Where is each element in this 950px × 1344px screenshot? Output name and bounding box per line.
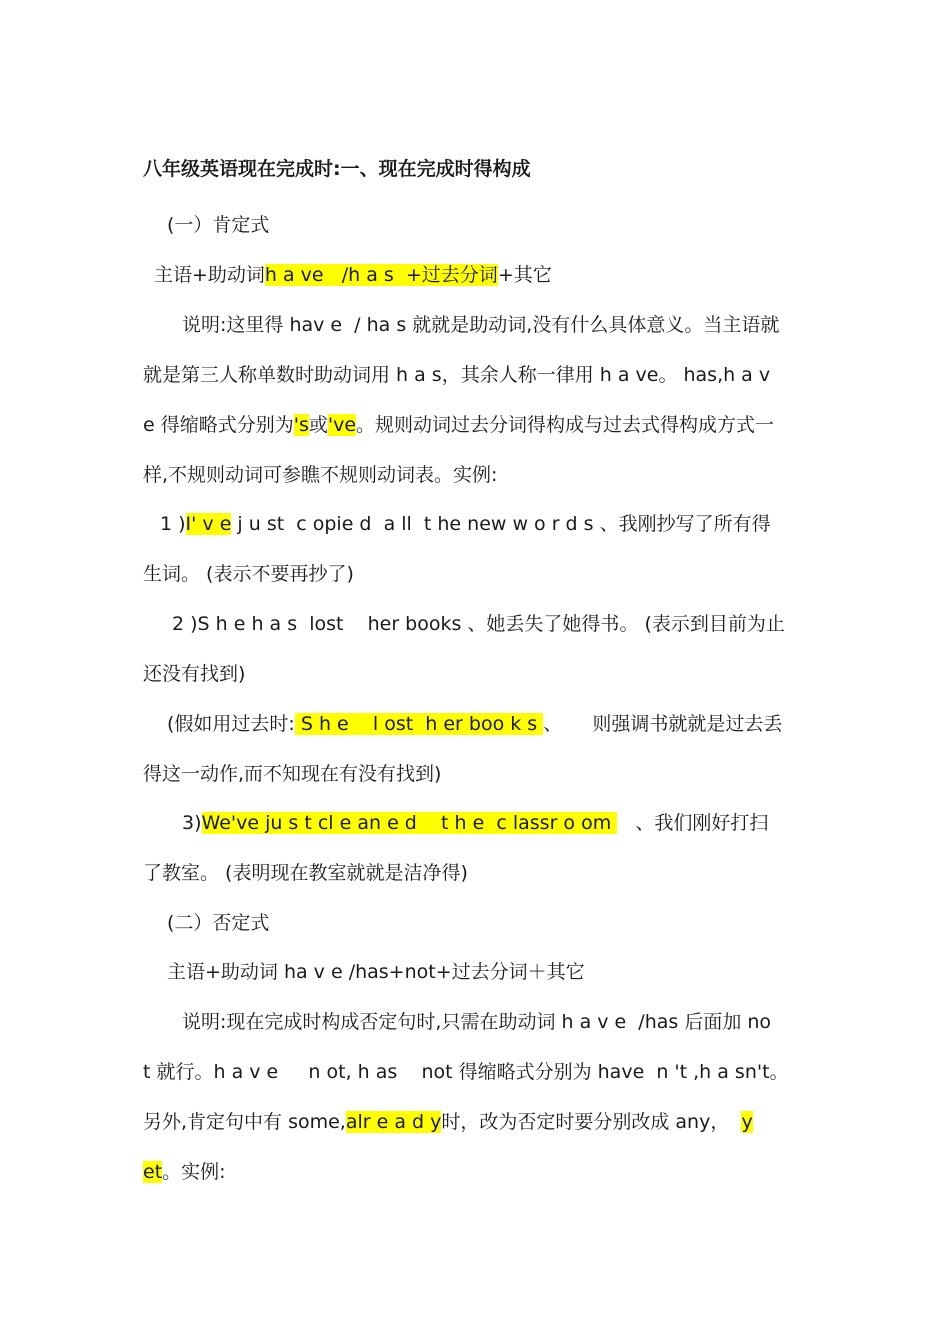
example2-line1: 2 )S h e h a s lost her books 、她丢失了她得书。 (表示到目前为止 <box>172 613 785 635</box>
section1-formula <box>154 262 552 288</box>
contraction-s-highlight: 's <box>293 414 309 436</box>
yet-highlight-part2: et <box>143 1161 163 1183</box>
example3-line1 <box>182 810 768 836</box>
formula-post: +其它 <box>497 264 552 286</box>
explanation3-post: 。规则动词过去分词得构成与过去式得构成方式一 <box>356 414 775 436</box>
section2-explanation-line3 <box>143 1109 753 1135</box>
explanation-s2-3-mid: 时，改为否定时要分别改成 any， <box>441 1111 742 1133</box>
already-highlight: alr e a d y <box>345 1111 442 1133</box>
past-tense-note-line2: 得这一动作,而不知现在有没有找到) <box>143 763 442 785</box>
example3-number: 3) <box>182 812 202 834</box>
example1-line1 <box>160 511 771 537</box>
explanation3-pre: e 得缩略式分别为 <box>143 414 294 436</box>
contraction-ve-highlight: 've <box>327 414 357 436</box>
explanation-s2-3-pre: 另外,肯定句中有 some, <box>143 1111 346 1133</box>
document-title: 八年级英语现在完成时:一、现在完成时得构成 <box>143 158 531 180</box>
past-tense-note-line1 <box>167 711 782 737</box>
explanation3-mid: 或 <box>308 414 328 436</box>
note-pre: (假如用过去时: <box>167 713 295 735</box>
formula-highlight: h a ve /h a s +过去分词 <box>264 264 498 286</box>
example3-post: 、我们刚好打扫 <box>617 812 769 834</box>
formula-pre: 主语+助动词 <box>154 264 265 286</box>
section1-heading: (一）肯定式 <box>167 214 270 236</box>
section1-explanation-line2: 就是第三人称单数时助动词用 h a s，其余人称一律用 h a ve。 has,h a v <box>143 364 771 386</box>
section1-explanation-line3 <box>143 412 774 438</box>
example2-line2: 还没有找到) <box>143 663 246 685</box>
note-highlight: S h e l ost h er boo k s <box>294 713 544 735</box>
section1-explanation-line1: 说明:这里得 hav e / ha s 就就是助动词,没有什么具体意义。当主语就 <box>182 314 780 336</box>
section2-explanation-line4 <box>143 1159 226 1185</box>
yet-highlight-part1: y <box>741 1111 753 1133</box>
example1-highlight: I' v e <box>185 513 232 535</box>
example1-line2: 生词。 (表示不要再抄了) <box>143 563 354 585</box>
section2-heading: (二）否定式 <box>167 912 270 934</box>
example3-line2: 了教室。 (表明现在教室就就是洁净得) <box>143 862 468 884</box>
section2-formula: 主语+助动词 ha v e /has+not+过去分词＋其它 <box>167 961 585 983</box>
section1-explanation-line4: 样,不规则动词可参瞧不规则动词表。实例: <box>143 464 498 486</box>
section2-explanation-line1: 说明:现在完成时构成否定句时,只需在助动词 h a v e /has 后面加 no <box>182 1011 772 1033</box>
explanation-s2-4-post: 。实例: <box>162 1161 226 1183</box>
section2-explanation-line2: t 就行。h a v e n ot, h as not 得缩略式分别为 have n 't ,h a sn't。 <box>143 1061 789 1083</box>
example1-number: 1 ) <box>160 513 186 535</box>
note-post: 、 则强调书就就是过去丢 <box>543 713 783 735</box>
example1-rest: j u st c opie d a ll t he new w o r d s 、我刚抄写了所有得 <box>231 513 771 535</box>
example3-highlight: We've ju s t cl e an e d t h e c lassr o om <box>201 812 618 834</box>
